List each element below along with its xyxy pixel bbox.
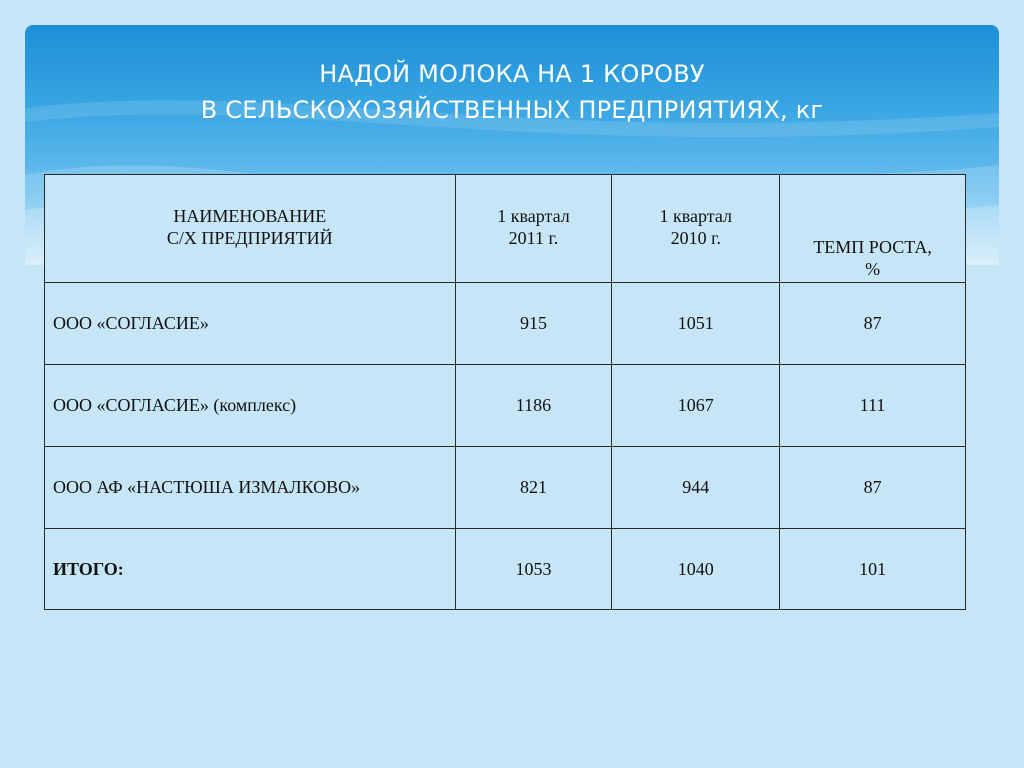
header-line: 1 квартал bbox=[659, 206, 733, 226]
header-q1-2010 bbox=[612, 175, 780, 283]
header-growth-rate bbox=[780, 175, 966, 283]
enterprise-name: ООО АФ «НАСТЮША ИЗМАЛКОВО» bbox=[45, 447, 456, 529]
header-line: 1 квартал bbox=[497, 206, 570, 226]
total-q1-2011-value: 1053 bbox=[455, 529, 612, 610]
table-header-row bbox=[45, 175, 966, 283]
q1-2010-value: 944 bbox=[612, 447, 780, 529]
q1-2011-value: 1186 bbox=[455, 365, 612, 447]
milk-yield-table bbox=[44, 174, 966, 610]
header-line: НАИМЕНОВАНИЕ bbox=[173, 206, 327, 226]
title-line-1: НАДОЙ МОЛОКА НА 1 КОРОВУ bbox=[319, 60, 705, 88]
table-row bbox=[45, 365, 966, 447]
header-line: ТЕМП РОСТА, bbox=[813, 237, 932, 257]
enterprise-name: ООО «СОГЛАСИЕ» bbox=[45, 283, 456, 365]
q1-2010-value: 1051 bbox=[612, 283, 780, 365]
total-q1-2010-value: 1040 bbox=[612, 529, 780, 610]
total-growth-value: 101 bbox=[780, 529, 966, 610]
title-line-2: В СЕЛЬСКОХОЗЯЙСТВЕННЫХ ПРЕДПРИЯТИЯХ, кг bbox=[200, 96, 824, 124]
header-line: 2011 г. bbox=[508, 228, 559, 248]
growth-value: 87 bbox=[780, 447, 966, 529]
header-line: С/Х ПРЕДПРИЯТИЙ bbox=[166, 228, 333, 248]
slide-title bbox=[25, 56, 999, 128]
q1-2011-value: 821 bbox=[455, 447, 612, 529]
header-enterprise-name bbox=[45, 175, 456, 283]
q1-2010-value: 1067 bbox=[612, 365, 780, 447]
total-row bbox=[45, 529, 966, 610]
total-label: ИТОГО: bbox=[45, 529, 456, 610]
header-line: 2010 г. bbox=[670, 228, 721, 248]
q1-2011-value: 915 bbox=[455, 283, 612, 365]
header-line: % bbox=[865, 259, 881, 279]
enterprise-name: ООО «СОГЛАСИЕ» (комплекс) bbox=[45, 365, 456, 447]
growth-value: 87 bbox=[780, 283, 966, 365]
header-q1-2011 bbox=[455, 175, 612, 283]
growth-value: 111 bbox=[780, 365, 966, 447]
table-row bbox=[45, 283, 966, 365]
table-row bbox=[45, 447, 966, 529]
